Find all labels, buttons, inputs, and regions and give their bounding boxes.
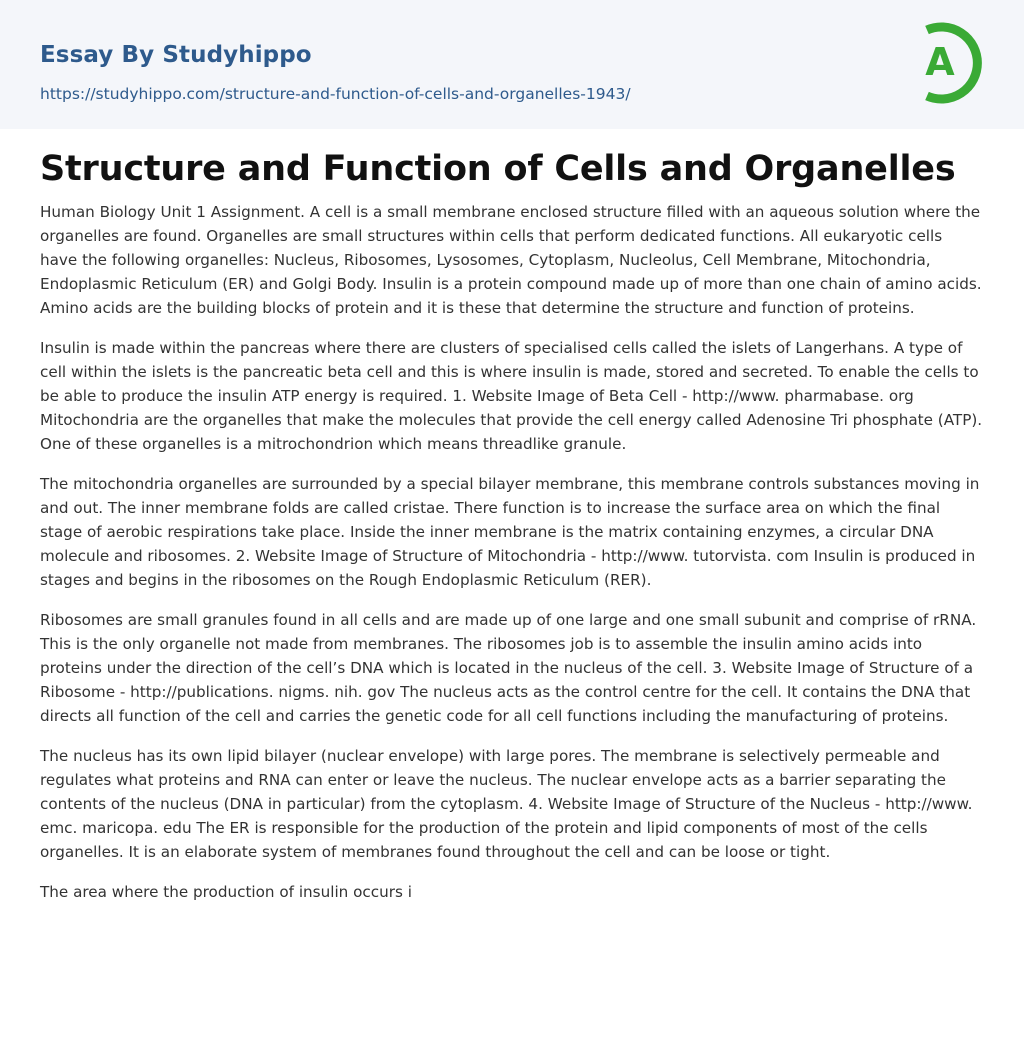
logo-letter: A <box>925 40 955 84</box>
article-title: Structure and Function of Cells and Organelles <box>40 149 956 189</box>
brand-title[interactable]: Essay By Studyhippo <box>40 42 312 68</box>
article-paragraph: The nucleus has its own lipid bilayer (nuclear envelope) with large pores. The membrane is selectively permeable and regulates what proteins and RNA can enter or leave the nucleus. The nuclear envelope acts as a barrier separating the contents of the nucleus (DNA in particular) from the cytoplasm. 4. Website Image of Structure of the Nucleus - http://www. emc. maricopa. edu The ER is responsible for the production of the protein and lipid components of most of the cells organelles. It is an elaborate system of membranes found throughout the cell and can be loose or tight. <box>40 747 973 861</box>
article-paragraph: Ribosomes are small granules found in all cells and are made up of one large and one small subunit and comprise of rRNA. This is the only organelle not made from membranes. The ribosomes job is to assemble the insulin amino acids into proteins under the direction of the cell’s DNA which is located in the nucleus of the cell. 3. Website Image of Structure of a Ribosome - http://publications. nigms. nih. gov The nucleus acts as the control centre for the cell. It contains the DNA that directs all function of the cell and carries the genetic code for all cell functions including the manufacturing of proteins. <box>40 611 977 725</box>
studyhippo-logo-icon[interactable] <box>909 18 989 108</box>
article-paragraph-truncated: The area where the production of insulin occurs i <box>40 883 412 901</box>
source-url-link[interactable]: https://studyhippo.com/structure-and-function-of-cells-and-organelles-1943/ <box>40 85 631 103</box>
article-paragraph: The mitochondria organelles are surrounded by a special bilayer membrane, this membrane controls substances moving in and out. The inner membrane folds are called cristae. There function is to increase the surface area on which the final stage of aerobic respirations take place. Inside the inner membrane is the matrix containing enzymes, a circular DNA molecule and ribosomes. 2. Website Image of Structure of Mitochondria - http://www. tutorvista. com Insulin is produced in stages and begins in the ribosomes on the Rough Endoplasmic Reticulum (RER). <box>40 475 980 589</box>
article-paragraph: Insulin is made within the pancreas where there are clusters of specialised cells called the islets of Langerhans. A type of cell within the islets is the pancreatic beta cell and this is where insulin is made, stored and secreted. To enable the cells to be able to produce the insulin ATP energy is required. 1. Website Image of Beta Cell - http://www. pharmabase. org Mitochondria are the organelles that make the molecules that provide the cell energy called Adenosine Tri phosphate (ATP). One of these organelles is a mitrochondrion which means threadlike granule. <box>40 339 983 453</box>
article <box>0 148 1024 904</box>
page-header <box>0 0 1024 129</box>
article-paragraph: Human Biology Unit 1 Assignment. A cell is a small membrane enclosed structure filled with an aqueous solution where the organelles are found. Organelles are small structures within cells that perform dedicated functions. All eukaryotic cells have the following organelles: Nucleus, Ribosomes, Lysosomes, Cytoplasm, Nucleolus, Cell Membrane, Mitochondria, Endoplasmic Reticulum (ER) and Golgi Body. Insulin is a protein compound made up of more than one chain of amino acids. Amino acids are the building blocks of protein and it is these that determine the structure and function of proteins. <box>40 203 982 317</box>
